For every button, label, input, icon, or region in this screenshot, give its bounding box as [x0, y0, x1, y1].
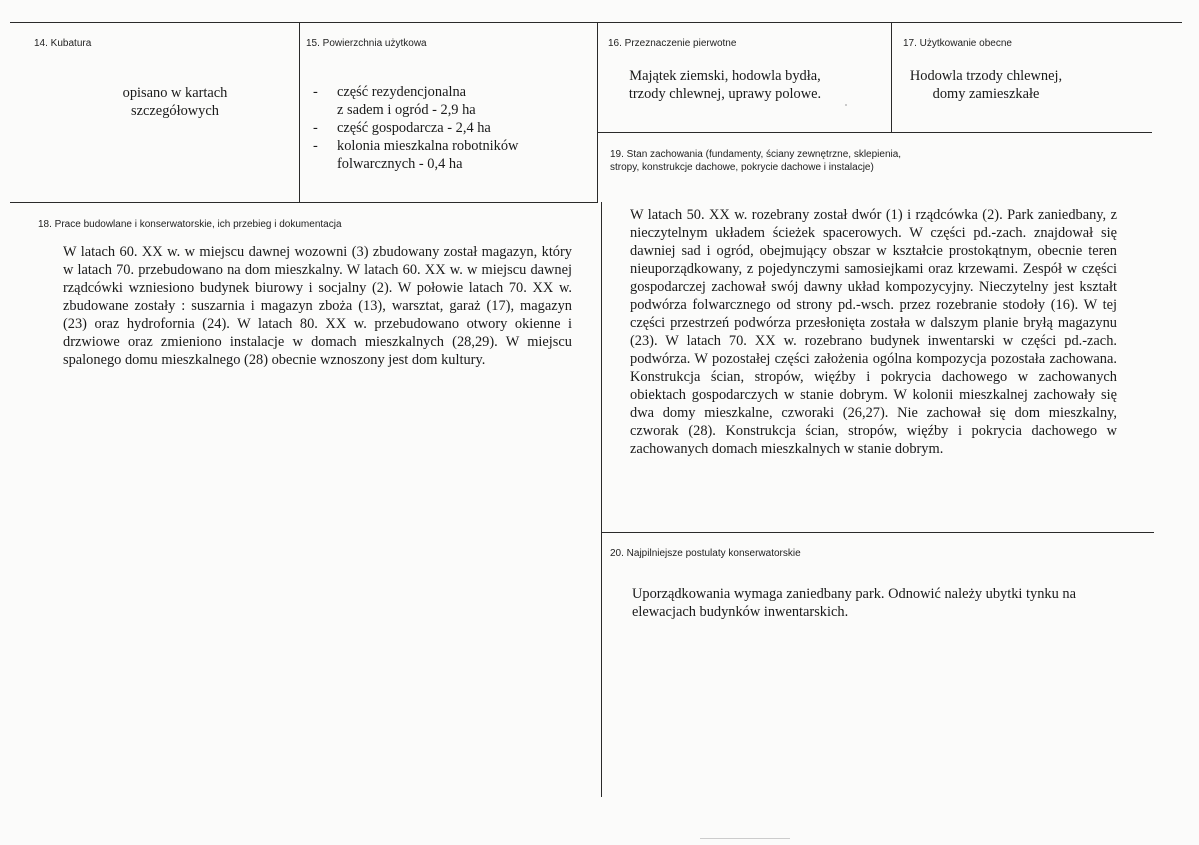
top-border — [10, 22, 1182, 23]
uzytkowanie-line: Hodowla trzody chlewnej, — [909, 68, 1063, 84]
list-item-line: - kolonia mieszkalna robotników — [337, 138, 519, 154]
stan-label — [610, 148, 1030, 174]
powierzchnia-list — [311, 83, 591, 173]
list-item-line: z sadem i ogród - 2,9 ha — [337, 102, 476, 118]
divider-19-20 — [601, 532, 1154, 533]
scan-speck — [845, 104, 847, 106]
uzytkowanie-line: domy zamieszkałe — [932, 86, 1040, 102]
divider-top-18 — [10, 202, 598, 203]
przeznaczenie-label: 16. Przeznaczenie pierwotne — [608, 38, 737, 49]
kubatura-label: 14. Kubatura — [34, 38, 92, 49]
list-item-line: folwarcznych - 0,4 ha — [337, 156, 463, 172]
list-item — [311, 119, 591, 137]
przeznaczenie-line: Majątek ziemski, hodowla bydła, — [629, 68, 821, 84]
stan-label-line: 19. Stan zachowania (fundamenty, ściany zewnętrzne, sklepienia, — [610, 149, 902, 160]
uzytkowanie-value — [895, 67, 1077, 103]
stan-label-line: stropy, konstrukcje dachowe, pokrycie dachowe i instalacje) — [610, 162, 874, 173]
uzytkowanie-label: 17. Użytkowanie obecne — [903, 38, 1012, 49]
prace-label: 18. Prace budowlane i konserwatorskie, ich przebieg i dokumentacja — [38, 219, 342, 230]
postulaty-label: 20. Najpilniejsze postulaty konserwatorskie — [610, 548, 801, 559]
przeznaczenie-value — [605, 67, 845, 103]
list-item — [311, 137, 591, 173]
kubatura-line: szczegółowych — [131, 103, 219, 119]
list-item-line: - część gospodarcza - 2,4 ha — [337, 120, 491, 136]
kubatura-line: opisano w kartach — [122, 85, 228, 101]
kubatura-value — [60, 84, 290, 120]
scan-speck — [700, 838, 790, 839]
przeznaczenie-line: trzody chlewnej, uprawy polowe. — [628, 86, 822, 102]
divider-16-19 — [597, 132, 1152, 133]
prace-text: W latach 60. XX w. w miejscu dawnej wozowni (3) zbudowany został magazyn, który w latach 70. przebudowano na dom mieszkalny. W latach 60. XX w. w miejscu dawnej rządcówki wzniesiono budynek biurowy i socjalny (2). W połowie latach 70. XX w. zbudowane zostały : suszarnia i magazyn zboża (13), warsztat, garaż (17), magazyn (23) oraz hydrofornia (24). W latach 80. XX w. przebudowano otwory okienne i drzwiowe oraz zmieniono instalacje w domach mieszkalnych (28,29). W miejscu spalonego domu mieszkalnego (28) obecnie wznoszony jest dom kultury. — [63, 244, 572, 368]
powierzchnia-label: 15. Powierzchnia użytkowa — [306, 38, 427, 49]
list-item-line: - część rezydencjonalna — [337, 84, 467, 100]
stan-text: W latach 50. XX w. rozebrany został dwór (1) i rządcówka (2). Park zaniedbany, z nieczytelnym układem ścieżek spacerowych. W części pd.-zach. znajdował się dawniej sad i ogród, obejmujący obszar w kształcie prostokątnym, obecnie teren nieuporządkowany, z pojedynczymi samosiejkami oraz krzewami. Zespół w części gospodarczej zachował swój dawny układ kompozycyjny. Nieczytelny jest kształt podwórza folwarcznego od strony pd.-wsch. przez rozebranie stodoły (16). W tej części przestrzeń podwórza przesłonięta została w dalszym planie bryłą magazynu (23). W latach 70. XX w. rozebrano budynek inwentarski w części pd.-zach. podwórza. W pozostałej części założenia ogólna kompozycja pozostała zachowana. Konstrukcja ścian, stropów, więźby i pokrycia dachowego w zachowanych obiektach gospodarczych w stanie dobrym. W kolonii mieszkalnej zachowały się dwa domy mieszkalne, czworaki (26,27). Nie zachował się dom mieszkalny, czworak (28). Konstrukcja ścian, stropów, więźby i pokrycia dachowego w zachowanych domach mieszkalnych w stanie dobrym. — [630, 207, 1117, 457]
postulaty-text: Uporządkowania wymaga zaniedbany park. Odnowić należy ubytki tynku na elewacjach budynków inwentarskich. — [632, 586, 1076, 620]
divider-16-17 — [891, 22, 892, 132]
divider-15-16 — [597, 22, 598, 202]
list-item — [311, 83, 591, 119]
divider-18-19 — [601, 202, 602, 797]
divider-14-15 — [299, 22, 300, 202]
